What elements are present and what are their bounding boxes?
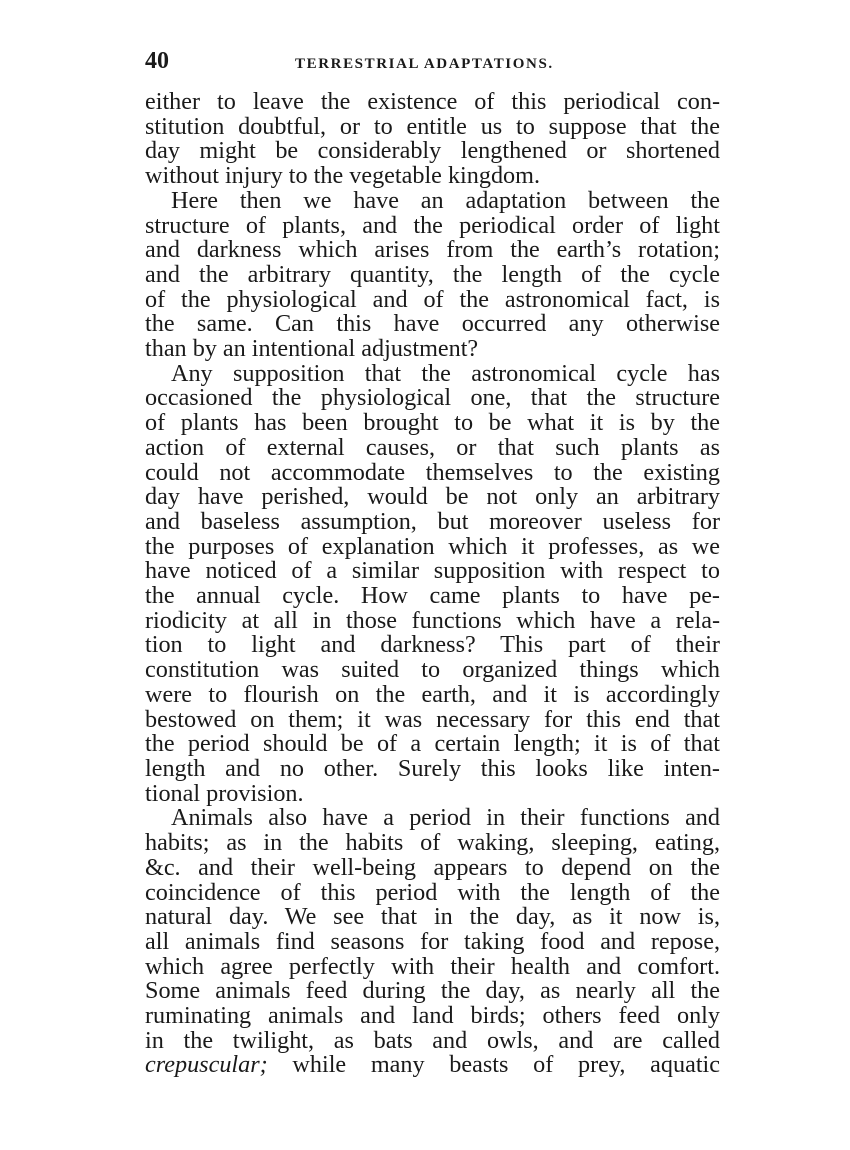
text-line: day might be considerably lengthened or shortened (145, 137, 720, 165)
text-line: the same. Can this have occurred any otherwise (145, 310, 720, 338)
text-line: Some animals feed during the day, as nearly all the (145, 977, 720, 1005)
text-line: structure of plants, and the periodical order of light (145, 211, 720, 239)
text-line: of the physiological and of the astronomical fact, is (145, 285, 720, 313)
text-line: than by an intentional adjustment? (145, 335, 479, 363)
text-line: either to leave the existence of this periodical con- (145, 88, 720, 115)
page-number: 40 (145, 48, 169, 74)
text-line: day have perished, would be not only an arbitrary (145, 483, 720, 511)
text-line: bestowed on them; it was necessary for this end that (145, 705, 720, 733)
text-line: which agree perfectly with their health and comfort. (145, 952, 720, 980)
running-head: TERRESTRIAL ADAPTATIONS. (295, 56, 554, 72)
text-line: coincidence of this period with the length of the (145, 878, 720, 906)
text-line: tion to light and darkness? This part of their (145, 631, 720, 659)
text-line: Here then we have an adaptation between the (171, 186, 720, 214)
text-line: of plants has been brought to be what it is by the (145, 409, 720, 437)
text-line: stitution doubtful, or to entitle us to suppose that the (145, 112, 720, 140)
text-line: the annual cycle. How came plants to have pe- (145, 582, 720, 610)
text-line: constitution was suited to organized things which (145, 656, 720, 684)
text-line (145, 1053, 720, 1078)
text-line: in the twilight, as bats and owls, and are called (145, 1026, 720, 1054)
text-line: action of external causes, or that such plants as (145, 433, 720, 461)
text-line: have noticed of a similar supposition with respect to (145, 557, 720, 585)
text-line: and baseless assumption, but moreover useless for (145, 507, 720, 535)
italic-term: crepuscular; (145, 1051, 268, 1079)
text-line: riodicity at all in those functions which have a rela- (145, 606, 720, 634)
text-line: habits; as in the habits of waking, sleeping, eating, (145, 829, 720, 857)
text-line: and darkness which arises from the earth’s rotation; (145, 236, 720, 264)
text-line: Any supposition that the astronomical cycle has (171, 359, 720, 387)
text-line: length and no other. Surely this looks like inten- (145, 754, 720, 782)
text-line: without injury to the vegetable kingdom. (145, 162, 540, 190)
text-line: tional provision. (145, 779, 304, 807)
text-line: occasioned the physiological one, that the structure (145, 384, 720, 412)
text-line: all animals find seasons for taking food and repose, (145, 927, 720, 955)
text-line: natural day. We see that in the day, as it now is, (145, 903, 720, 931)
book-page (145, 48, 720, 1078)
text-line: and the arbitrary quantity, the length of the cycle (145, 260, 720, 288)
text-line: ruminating animals and land birds; others feed only (145, 1002, 720, 1030)
text-line: could not accommodate themselves to the existing (145, 458, 720, 486)
page-header (145, 48, 720, 86)
text-line: the period should be of a certain length; it is of that (145, 730, 720, 758)
text-line: were to flourish on the earth, and it is accordingly (145, 680, 720, 708)
text-line: &c. and their well-being appears to depend on the (145, 853, 720, 881)
text-line: the purposes of explanation which it professes, as we (145, 532, 720, 560)
body-text (145, 90, 720, 1078)
text-line: Animals also have a period in their functions and (171, 804, 720, 832)
text-line-rest: while many beasts of prey, aquatic (267, 1051, 720, 1079)
